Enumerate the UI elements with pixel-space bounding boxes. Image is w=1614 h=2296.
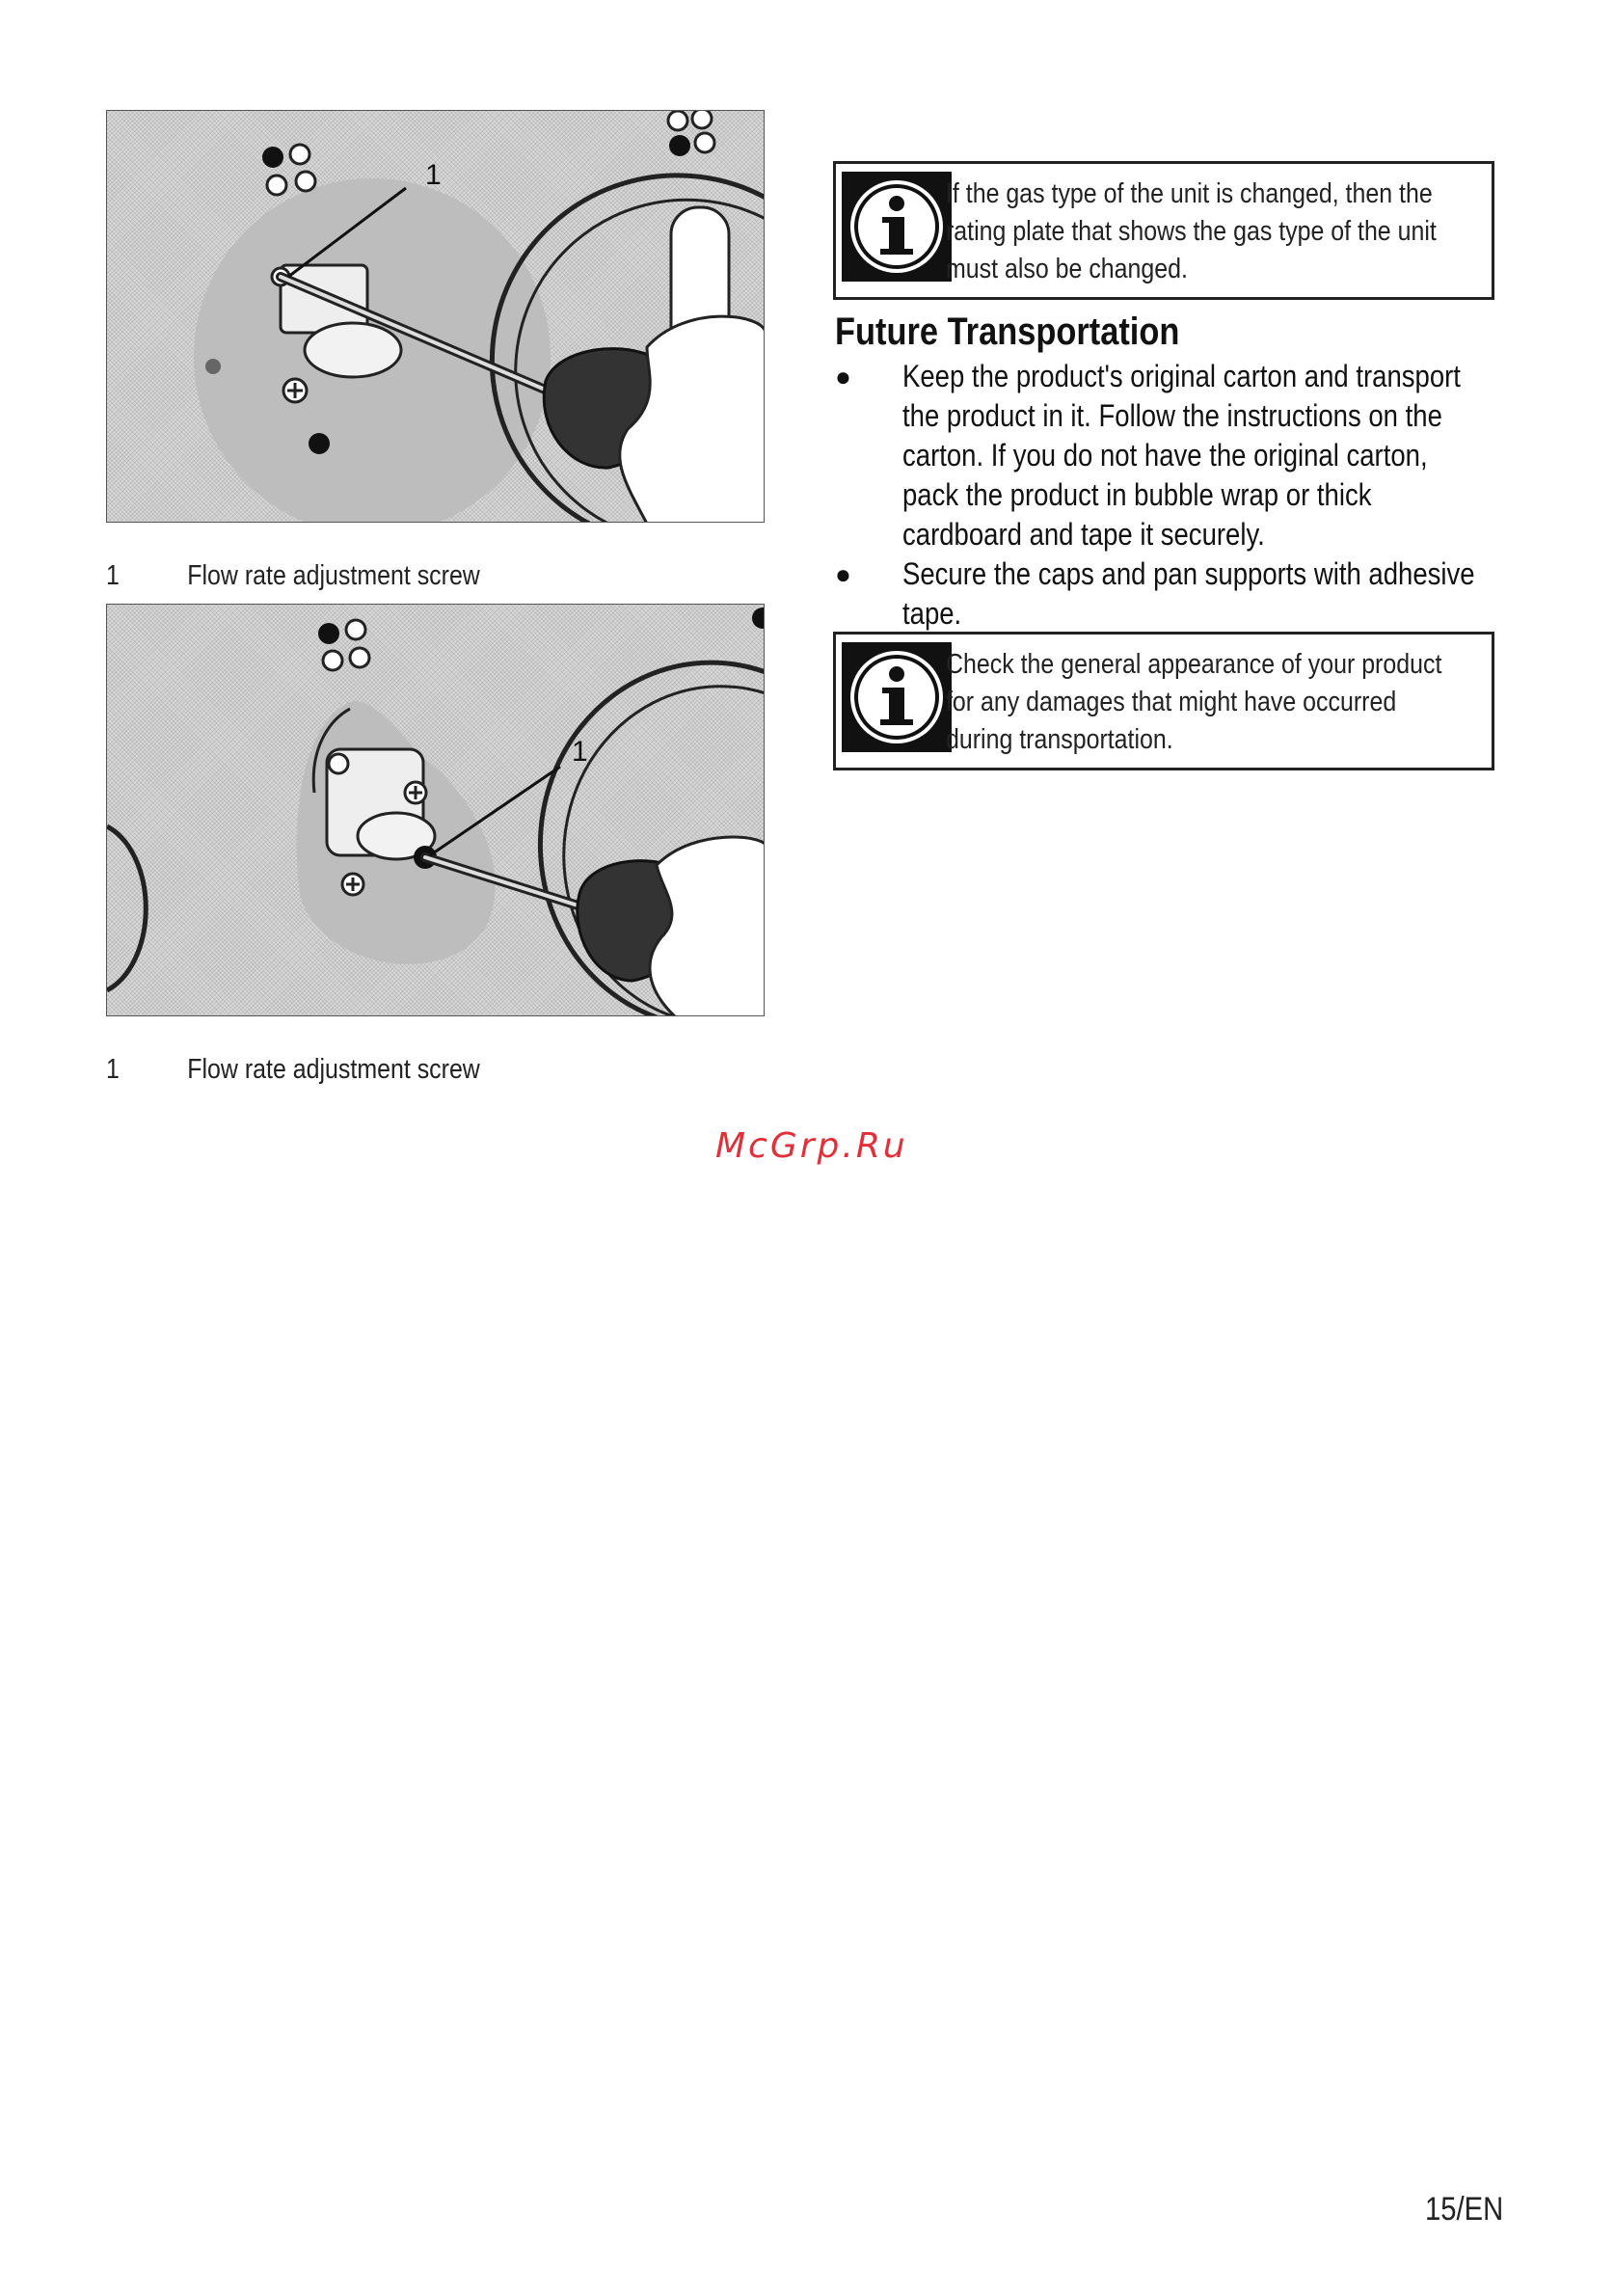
figure-callout: 1	[425, 159, 442, 191]
bullet-line: Secure the caps and pan supports with adhesive	[902, 556, 1475, 591]
info-note-gas-type	[833, 161, 1494, 300]
figure-callout: 1	[572, 736, 588, 768]
note-line: for any damages that might have occurred	[946, 687, 1397, 717]
bullet-line: the product in it. Follow the instructions on the	[902, 398, 1442, 433]
list-item	[835, 554, 1529, 634]
bullet-list	[835, 357, 1529, 634]
caption-number: 1	[106, 560, 120, 591]
bullet-line: Keep the product's original carton and transport	[902, 359, 1461, 393]
note-line: rating plate that shows the gas type of the unit	[946, 216, 1437, 247]
note-line: during transportation.	[946, 724, 1173, 755]
info-icon	[842, 172, 952, 282]
note-line: If the gas type of the unit is changed, then the	[946, 178, 1433, 209]
illustration-burner-adjust-1	[107, 111, 765, 523]
bullet-icon: ●	[835, 362, 851, 392]
list-item	[835, 357, 1529, 554]
caption-text: Flow rate adjustment screw	[187, 1054, 480, 1085]
bullet-line: tape.	[902, 596, 962, 631]
figure-flow-screw-1	[106, 110, 765, 523]
figure-flow-screw-2	[106, 604, 765, 1016]
page-number: 15/EN	[1425, 2191, 1504, 2228]
note-line: Check the general appearance of your product	[946, 649, 1442, 680]
info-note-appearance	[833, 632, 1494, 770]
bullet-line: pack the product in bubble wrap or thick	[902, 477, 1372, 512]
bullet-icon: ●	[835, 559, 851, 589]
caption-text: Flow rate adjustment screw	[187, 560, 480, 591]
note-line: must also be changed.	[946, 254, 1188, 284]
figure-caption	[106, 1054, 480, 1086]
bullet-line: cardboard and tape it securely.	[902, 517, 1265, 552]
info-icon	[842, 642, 952, 752]
illustration-burner-adjust-2	[107, 605, 765, 1016]
caption-number: 1	[106, 1054, 120, 1085]
bullet-line: carton. If you do not have the original carton,	[902, 438, 1428, 473]
figure-caption	[106, 560, 480, 592]
section-heading: Future Transportation	[835, 311, 1180, 353]
watermark-link[interactable]: McGrp.Ru	[715, 1126, 908, 1166]
